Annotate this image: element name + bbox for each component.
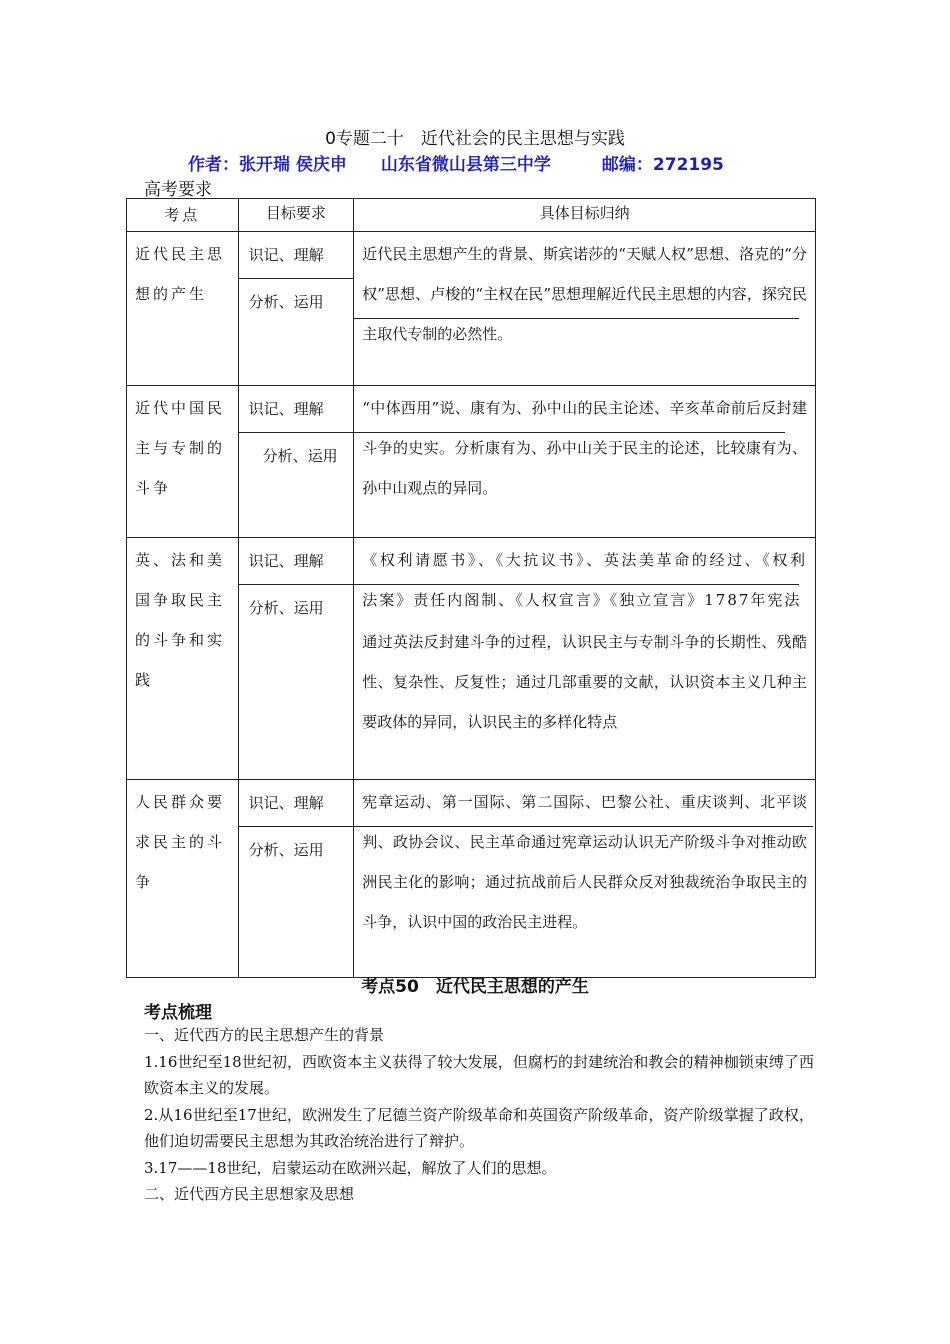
divider-line [353,584,799,585]
header-topic: 考点 [127,199,239,232]
detail-text: 《权利请愿书》、《大抗议书》、英法美革命的经过、《权利法案》责任内阁制、《人权宣言》《独立宣言》1787年宪法 [362,551,807,609]
goal-analyze: 分析、运用 [239,584,354,631]
row-topic: 近代中国民主与专制的斗争 [127,386,239,538]
row-goals [238,538,354,780]
row-detail [354,780,816,978]
goal-recall: 识记、理解 [248,794,324,812]
section-label: 高考要求 [144,180,212,200]
detail-text: “中体西用”说、康有为、孙中山的民主论述、辛亥革命前后反封建斗争的史实。分析康有为、孙中山关于民主的论述，比较康有为、孙中山观点的异同。 [362,399,807,497]
divider-line [353,826,813,827]
row-goals [238,386,354,538]
author-line: 作者：张开瑞 侯庆申 山东省微山县第三中学 邮编：272195 [188,155,724,175]
divider-line [353,432,785,433]
divider-line [353,318,799,319]
table-row [127,538,816,780]
row-detail [354,386,816,538]
section-heading: 考点50 近代民主思想的产生 [361,977,589,997]
goal-analyze: 分析、运用 [239,278,354,325]
goal-recall: 识记、理解 [248,552,324,570]
goal-recall: 识记、理解 [248,400,324,418]
paragraph: 一、近代西方的民主思想产生的背景 [144,1026,385,1044]
table-row [127,780,816,978]
goal-analyze: 分析、运用 [239,826,354,873]
paragraph: 2.从16世纪至17世纪，欧洲发生了尼德兰资产阶级革命和英国资产阶级革命，资产阶级掌握了政权，他们迫切需要民主思想为其政治统治进行了辩护。 [144,1105,814,1150]
row-detail [354,538,816,780]
goal-analyze: 分析、运用 [239,432,354,479]
goal-recall: 识记、理解 [248,246,324,264]
page-title: 0专题二十 近代社会的民主思想与实践 [325,129,625,149]
detail-text: 通过英法反封建斗争的过程，认识民主与专制斗争的长期性、残酷性、复杂性、反复性；通过几部重要的文献，认识资本主义几种主要政体的异同，认识民主的多样化特点 [362,633,807,731]
row-goals [238,232,354,386]
section-subheading: 考点梳理 [144,1003,212,1023]
paragraph: 1.16世纪至18世纪初，西欧资本主义获得了较大发展，但腐朽的封建统治和教会的精神枷锁束缚了西欧资本主义的发展。 [144,1052,814,1097]
row-detail [354,232,816,386]
detail-text: 宪章运动、第一国际、第二国际、巴黎公社、重庆谈判、北平谈判、政协会议、民主革命通过宪章运动认识无产阶级斗争对推动欧洲民主化的影响；通过抗战前后人民群众反对独裁统治争取民主的斗争，认识中国的政治民主进程。 [362,793,807,931]
row-goals [238,780,354,978]
table-row [127,232,816,386]
row-topic: 近代民主思想的产生 [127,232,239,386]
table-row [127,386,816,538]
paragraph: 3.17——18世纪，启蒙运动在欧洲兴起，解放了人们的思想。 [144,1158,557,1177]
row-topic: 英、法和美国争取民主的斗争和实践 [127,538,239,780]
paragraph: 二、近代西方民主思想家及思想 [144,1185,355,1203]
header-goal: 目标要求 [238,199,354,232]
table-header-row [127,199,816,232]
detail-text: 近代民主思想产生的背景、斯宾诺莎的“天赋人权”思想、洛克的“分权”思想、卢梭的“主权在民”思想理解近代民主思想的内容，探究民主取代专制的必然性。 [362,245,807,343]
body-text [144,1022,814,1208]
requirements-table [126,198,816,978]
row-topic: 人民群众要求民主的斗争 [127,780,239,978]
header-detail: 具体目标归纳 [354,199,816,232]
